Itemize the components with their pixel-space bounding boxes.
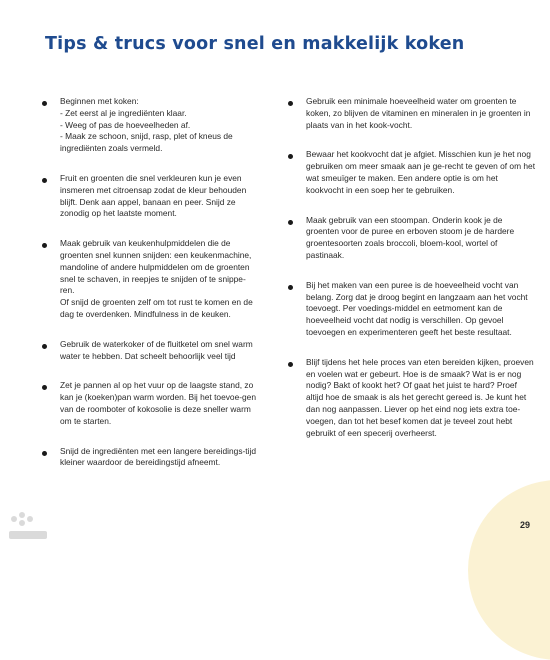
bullet-icon (42, 178, 47, 183)
bullet-icon (42, 451, 47, 456)
bullet-icon (288, 285, 293, 290)
bullet-icon (42, 385, 47, 390)
bullet-icon (42, 344, 47, 349)
tip-text: Bewaar het kookvocht dat je afgiet. Misschien kun je het nog gebruiken om meer smaak aan je ge-recht te geven of om het wat smeuïger te maken. Een andere optie is om het kookvocht in een soep her te gebruiken. (306, 149, 536, 195)
page-title: Tips & trucs voor snel en makkelijk koken (45, 34, 465, 54)
tip-item (42, 380, 260, 427)
watermark-logo-icon (6, 505, 50, 545)
tip-item (42, 238, 260, 321)
right-tips-column (288, 96, 536, 457)
tip-item (288, 96, 531, 131)
tip-item (288, 149, 536, 196)
tip-text: Snijd de ingrediënten met een langere bereidings-tijd kleiner waardoor de bereidingstijd afneemt. (60, 445, 257, 468)
tip-item (288, 356, 534, 440)
tip-text: Beginnen met koken: - Zet eerst al je ingrediënten klaar. - Weeg of pas de hoeveelheden af. - Maak ze schoon, snijd, rasp, plet of kneus de ingrediënten zoals vermeld. (60, 96, 233, 154)
tip-text: Bij het maken van een puree is de hoeveelheid vocht van belang. Zorg dat je droog begint en langzaam aan het vocht toevoegt. Per voedings-middel en eetmoment kan de hoeveelheid vocht dat nodig is verschillen. Op gevoel toevoegen en experimenteren geeft het beste resultaat. (306, 279, 528, 337)
left-tips-column (42, 96, 260, 487)
tip-item (42, 446, 260, 470)
tip-item (42, 339, 260, 363)
bullet-icon (288, 362, 293, 367)
bullet-icon (288, 154, 293, 159)
tip-text: Gebruik de waterkoker of de fluitketel om snel warm water te hebben. Dat scheelt behoorlijk veel tijd (60, 338, 253, 361)
tip-item (288, 214, 515, 262)
page-corner-decoration (468, 480, 550, 660)
tip-text: Gebruik een minimale hoeveelheid water om groenten te koken, zo blijven de vitaminen en mineralen in je groenten in plaats van in het kook-vocht. (306, 96, 531, 130)
tip-item (42, 96, 260, 155)
page-number: 29 (520, 520, 531, 530)
bullet-icon (42, 101, 47, 106)
tip-text: Fruit en groenten die snel verkleuren kun je even insmeren met citroensap zodat de kleur behouden blijft. Denk aan appel, banaan en peer. Snijd ze zonodig op het laatste moment. (60, 172, 247, 219)
tip-item (42, 173, 260, 220)
tip-text: Blijf tijdens het hele proces van eten bereiden kijken, proeven en voelen wat er gebeurt. Hoe is de smaak? Wat is er nog nodig? Bakt of kookt het? Of gaat het juist te hard? Proef altijd hoe de smaak is als het gerecht gereed is. Je kunt het dan nog aanpassen. Liever op het eind nog iets extra toe-voegen, dan tot het besef komen dat je teveel zout hebt gebruikt of een specerij overheerst. (306, 356, 534, 438)
tip-text: Maak gebruik van een stoompan. Onderin kook je de groenten voor de puree en erboven stoom je de hardere groentesoorten zoals broccoli, bloem-kool, wortel of pastinaak. (306, 214, 515, 260)
tip-text: Maak gebruik van keukenhulpmiddelen die de groenten snel kunnen snijden: een keukenmachine, mandoline of andere hulpmiddelen om de groenten snel te schaven, in reepjes te snijden of te snippe-ren. Of snijd de groenten zelf om tot rust te komen en de dag te overdenken. Mindfulness in de keuken. (60, 238, 253, 319)
tip-text: Zet je pannen al op het vuur op de laagste stand, zo kan je (koeken)pan warm worden. Bij het toevoe-gen van de roomboter of kokosolie is deze sneller warm om te starten. (60, 380, 256, 426)
tip-item (288, 279, 528, 339)
bullet-icon (42, 243, 47, 248)
bullet-icon (288, 101, 293, 106)
bullet-icon (288, 220, 293, 225)
